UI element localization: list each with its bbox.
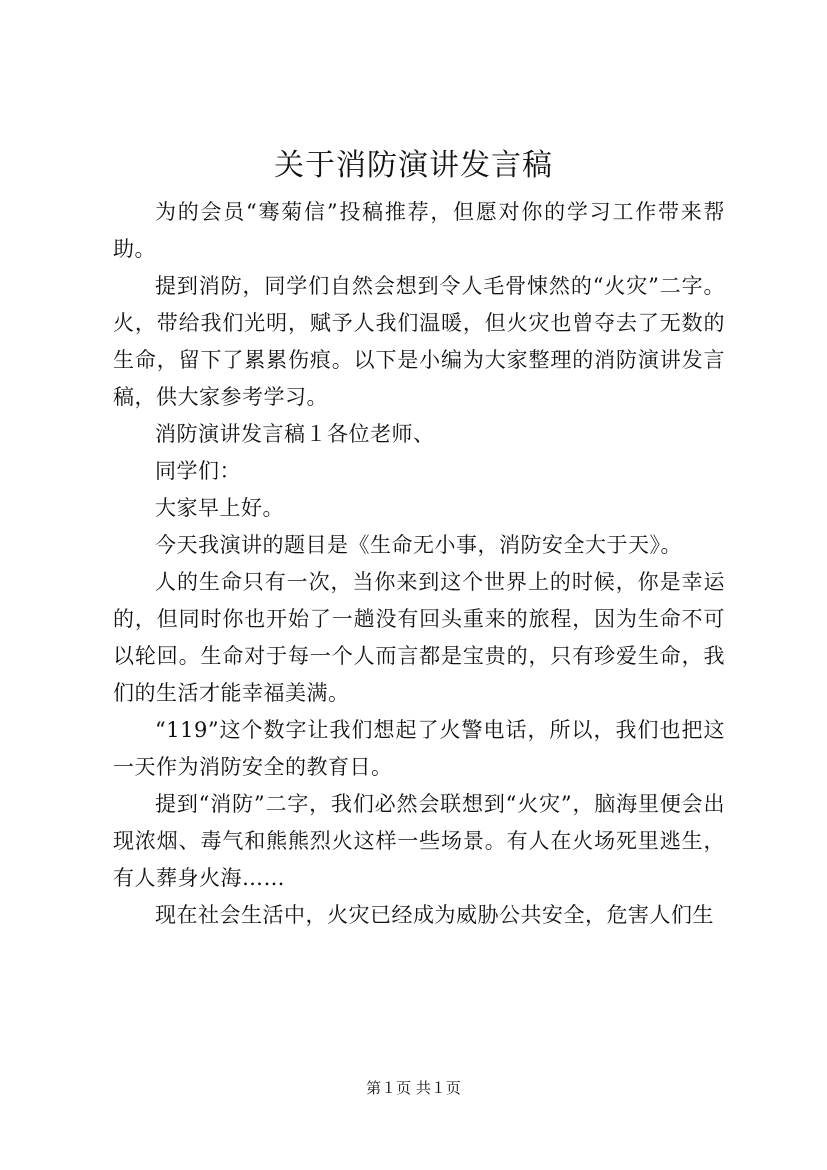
document-body <box>113 194 725 934</box>
paragraph: “119”这个数字让我们想起了火警电话，所以，我们也把这一天作为消防安全的教育日。 <box>113 718 725 779</box>
paragraph: 为的会员“骞菊信”投稿推荐，但愿对你的学习工作带来帮助。 <box>113 200 725 261</box>
paragraph: 今天我演讲的题目是《生命无小事，消防安全大于天》。 <box>155 533 682 557</box>
paragraph: 提到“消防”二字，我们必然会联想到“火灾”，脑海里便会出现浓烟、毒气和熊熊烈火这样一些场景。有人在火场死里逃生，有人葬身火海…… <box>113 792 725 890</box>
paragraph: 同学们： <box>155 459 241 483</box>
paragraph: 现在社会生活中，火灾已经成为威胁公共安全，危害人们生 <box>155 903 714 927</box>
paragraph: 提到消防，同学们自然会想到令人毛骨悚然的“火灾”二字。火，带给我们光明，赋予人我们温暖，但火灾也曾夺去了无数的生命，留下了累累伤痕。以下是小编为大家整理的消防演讲发言稿，供大家参考学习。 <box>113 274 725 409</box>
paragraph: 人的生命只有一次，当你来到这个世界上的时候，你是幸运的，但同时你也开始了一趟没有回头重来的旅程，因为生命不可以轮回。生命对于每一个人而言都是宝贵的，只有珍爱生命，我们的生活才能幸福美满。 <box>113 570 725 705</box>
paragraph: 大家早上好。 <box>155 496 284 520</box>
paragraph: 消防演讲发言稿１各位老师、 <box>155 422 435 446</box>
document-title: 关于消防演讲发言稿 <box>274 148 553 183</box>
page-footer: 第１页 共１页 <box>366 1079 461 1097</box>
